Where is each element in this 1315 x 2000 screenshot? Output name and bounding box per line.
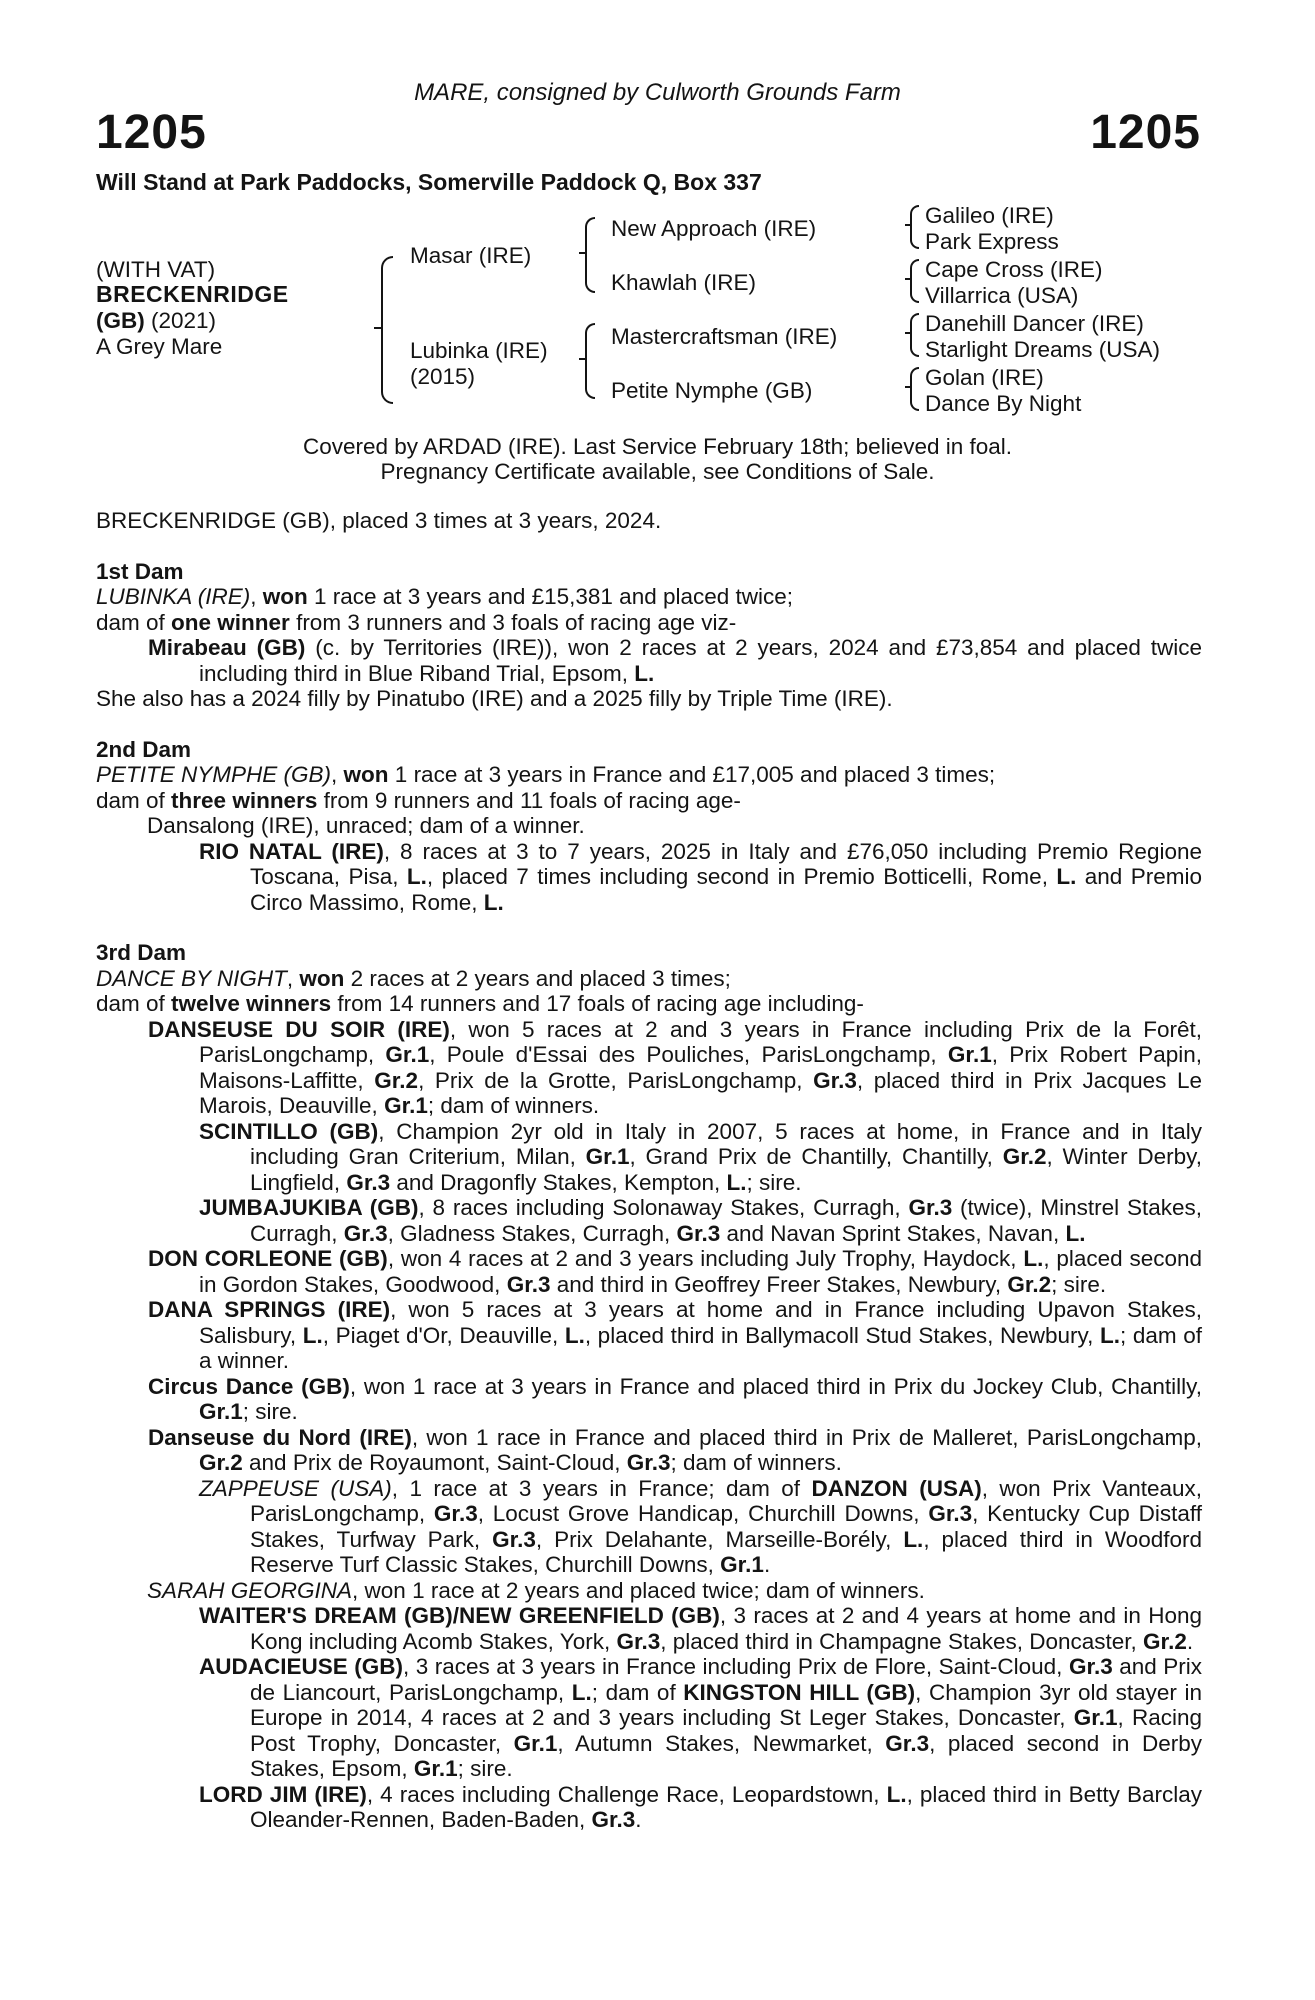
horse-name: BRECKENRIDGE bbox=[96, 281, 289, 307]
text-run: L. bbox=[726, 1169, 747, 1195]
text-run: Gr.3 bbox=[506, 1271, 551, 1297]
section-heading bbox=[96, 559, 1202, 585]
text-run: , Piaget d'Or, Deauville, bbox=[322, 1322, 565, 1348]
text-run: Gr.1 bbox=[384, 1093, 428, 1118]
text-run: , Locust Grove Handicap, Churchill Downs, bbox=[477, 1501, 929, 1526]
text-run: L. bbox=[564, 1322, 585, 1348]
catalogue-paragraph bbox=[96, 1297, 1202, 1374]
text-run: ; sire. bbox=[1051, 1271, 1107, 1297]
text-run: and Premio Circo Massimo, Rome, bbox=[250, 864, 1203, 915]
text-run: , Poule d'Essai des Pouliches, ParisLongchamp, bbox=[429, 1042, 948, 1067]
text-run: , won Prix Vanteaux, ParisLongchamp, bbox=[250, 1475, 1203, 1526]
text-run: , Grand Prix de Chantilly, Chantilly, bbox=[629, 1144, 1003, 1169]
text-run: WAITER'S DREAM (GB)/NEW GREENFIELD (GB) bbox=[199, 1603, 720, 1628]
text-run: from 9 runners and 11 foals of racing age- bbox=[317, 787, 741, 813]
section-gap bbox=[96, 712, 1202, 737]
catalogue-paragraph bbox=[96, 1195, 1202, 1246]
text-run: 1st Dam bbox=[96, 558, 184, 584]
lot-number-right: 1205 bbox=[1090, 106, 1201, 159]
text-run: , Prix de la Grotte, ParisLongchamp, bbox=[418, 1067, 814, 1093]
text-run: L. bbox=[302, 1322, 323, 1348]
text-run: 1 race at 3 years in France and £17,005 and placed 3 times; bbox=[388, 762, 996, 787]
pedigree-bracket-point bbox=[905, 386, 912, 388]
pedigree-dam-sire: Mastercraftsman (IRE) bbox=[611, 324, 838, 349]
catalogue-paragraph bbox=[96, 813, 1202, 839]
text-run: Gr.1 bbox=[413, 1756, 458, 1781]
text-run: , placed third in Prix Jacques Le Marois, Deauville, bbox=[199, 1067, 1202, 1118]
pedigree-g6: Starlight Dreams (USA) bbox=[925, 337, 1161, 362]
pedigree-bracket-g3 bbox=[910, 313, 919, 357]
text-run: Gr.3 bbox=[433, 1501, 478, 1526]
catalogue-paragraph bbox=[96, 1603, 1202, 1654]
covered-line: Covered by ARDAD (IRE). Last Service February 18th; believed in foal. bbox=[302, 434, 1013, 459]
text-run: DANA SPRINGS (IRE) bbox=[148, 1297, 391, 1322]
pedigree-bracket-point bbox=[579, 358, 586, 360]
pedigree-bracket-dam bbox=[585, 323, 595, 399]
text-run: RIO NATAL (IRE) bbox=[199, 838, 384, 864]
pregnancy-line: Pregnancy Certificate available, see Conditions of Sale. bbox=[380, 459, 935, 484]
pedigree-bracket-g4 bbox=[910, 367, 919, 411]
catalogue-paragraph bbox=[96, 1476, 1202, 1578]
catalogue-paragraph bbox=[96, 1017, 1202, 1119]
catalogue-paragraph bbox=[96, 762, 1202, 788]
text-run: , won 5 races at 2 and 3 years in France including Prix de la Forêt, ParisLongchamp, bbox=[199, 1016, 1202, 1067]
text-run: L. bbox=[886, 1781, 907, 1807]
pedigree-bracket-point bbox=[374, 327, 381, 329]
stabling-location: Will Stand at Park Paddocks, Somerville Paddock Q, Box 337 bbox=[96, 169, 762, 195]
text-run: JUMBAJUKIBA (GB) bbox=[199, 1195, 419, 1220]
text-run: L. bbox=[1065, 1220, 1086, 1246]
text-run: Gr.2 bbox=[1143, 1628, 1187, 1654]
text-run: LORD JIM (IRE) bbox=[199, 1781, 367, 1807]
text-run: won bbox=[262, 584, 308, 609]
text-run: , Champion 2yr old in Italy in 2007, 5 races at home, in France and in Italy including Gran Criterium, Milan, bbox=[250, 1118, 1202, 1169]
text-run: SARAH GEORGINA bbox=[147, 1577, 353, 1603]
text-run: L. bbox=[903, 1526, 924, 1552]
text-run: and Prix de Liancourt, ParisLongchamp, bbox=[250, 1654, 1202, 1705]
text-run: L. bbox=[483, 889, 504, 915]
consignor-line: MARE, consigned by Culworth Grounds Farm bbox=[414, 79, 901, 106]
pedigree-bracket-main bbox=[381, 256, 393, 404]
text-run: 2nd Dam bbox=[96, 736, 192, 762]
text-run: ; sire. bbox=[242, 1399, 298, 1424]
pedigree-sire: Masar (IRE) bbox=[410, 243, 532, 268]
pedigree-bracket-point bbox=[905, 278, 912, 280]
text-run: Gr.3 bbox=[616, 1628, 661, 1654]
pedigree-bracket-sire bbox=[585, 217, 595, 293]
text-run: won bbox=[343, 762, 389, 787]
catalogue-paragraph bbox=[96, 1782, 1202, 1833]
catalogue-paragraph bbox=[96, 966, 1202, 992]
section-heading bbox=[96, 940, 1202, 966]
text-run: and Navan Sprint Stakes, Navan, bbox=[720, 1220, 1066, 1246]
horse-country: (GB) bbox=[96, 308, 145, 333]
text-run: , won 5 races at 3 years at home and in France including Upavon Stakes, Salisbury, bbox=[199, 1297, 1202, 1348]
text-run: Gr.3 bbox=[626, 1450, 671, 1475]
text-run: She also has a 2024 filly by Pinatubo (IRE) and a 2025 filly by Triple Time (IRE). bbox=[96, 686, 893, 711]
text-run: Gr.1 bbox=[1073, 1705, 1118, 1730]
text-run: , Champion 3yr old stayer in Europe in 2014, 4 races at 2 and 3 years including St Leger Stakes, Doncaster, bbox=[250, 1679, 1202, 1730]
catalogue-paragraph bbox=[96, 1654, 1202, 1782]
text-run: Danseuse du Nord (IRE) bbox=[148, 1424, 412, 1450]
text-run: Gr.1 bbox=[585, 1144, 630, 1169]
text-run: , bbox=[250, 584, 263, 609]
text-run: L. bbox=[571, 1679, 592, 1705]
text-run: ; dam of winners. bbox=[670, 1450, 842, 1475]
catalogue-paragraph bbox=[96, 1246, 1202, 1297]
text-run: LUBINKA (IRE) bbox=[96, 584, 251, 609]
text-run: , 1 race at 3 years in France; dam of bbox=[391, 1475, 812, 1501]
pedigree-dam-year: (2015) bbox=[410, 364, 476, 389]
text-run: Gr.1 bbox=[720, 1552, 764, 1577]
text-run: Gr.3 bbox=[885, 1730, 930, 1756]
text-run: 1 race at 3 years and £15,381 and placed twice; bbox=[307, 584, 794, 609]
pedigree-sire-sire: New Approach (IRE) bbox=[611, 216, 817, 241]
text-run: ; sire. bbox=[746, 1169, 802, 1195]
catalogue-paragraph bbox=[96, 1374, 1202, 1425]
text-run: 2 races at 2 years and placed 3 times; bbox=[344, 965, 731, 991]
catalogue-paragraph bbox=[96, 1425, 1202, 1476]
catalogue-paragraph bbox=[96, 508, 1202, 534]
text-run: , bbox=[286, 965, 300, 991]
text-run: Gr.3 bbox=[346, 1169, 391, 1195]
pedigree-bracket-point bbox=[579, 252, 586, 254]
text-run: , placed third in Champagne Stakes, Doncaster, bbox=[660, 1628, 1144, 1654]
text-run: from 3 runners and 3 foals of racing age viz- bbox=[289, 609, 737, 635]
horse-year: (2021) bbox=[144, 308, 217, 333]
text-run: 3rd Dam bbox=[96, 940, 187, 965]
text-run: , placed third in Ballymacoll Stud Stakes, Newbury, bbox=[584, 1322, 1100, 1348]
text-run: , won 1 race at 3 years in France and placed third in Prix du Jockey Club, Chantilly, bbox=[349, 1373, 1202, 1399]
text-run: Gr.3 bbox=[591, 1807, 636, 1832]
pedigree-dam-dam: Petite Nymphe (GB) bbox=[611, 378, 813, 403]
text-run: , placed third in Betty Barclay Oleander-Rennen, Baden-Baden, bbox=[250, 1781, 1203, 1832]
text-run: , won 4 races at 2 and 3 years including July Trophy, Haydock, bbox=[387, 1246, 1024, 1271]
text-run: Gr.3 bbox=[928, 1501, 973, 1526]
vat-note: (WITH VAT) bbox=[96, 257, 216, 282]
pedigree-bracket-point bbox=[905, 332, 912, 334]
horse-country-year bbox=[96, 308, 216, 334]
text-run: , Autumn Stakes, Newmarket, bbox=[557, 1730, 886, 1756]
text-run: one winner bbox=[171, 609, 290, 635]
text-run: DON CORLEONE (GB) bbox=[148, 1246, 388, 1271]
text-run: , 3 races at 2 and 4 years at home and in Hong Kong including Acomb Stakes, York, bbox=[250, 1603, 1202, 1654]
text-run: , placed third in Woodford Reserve Turf Classic Stakes, Churchill Downs, bbox=[250, 1526, 1202, 1577]
text-run: Gr.1 bbox=[947, 1042, 992, 1067]
text-run: , Prix Robert Papin, Maisons-Laffitte, bbox=[199, 1042, 1202, 1093]
catalogue-paragraph bbox=[96, 788, 1202, 814]
text-run: and Dragonfly Stakes, Kempton, bbox=[390, 1169, 727, 1195]
text-run: . bbox=[763, 1552, 771, 1577]
text-run: (c. by Territories (IRE)), won 2 races at 2 years, 2024 and £73,854 and placed twice including third in Blue Riband Trial, Epsom, bbox=[199, 635, 1203, 686]
text-run: Circus Dance (GB) bbox=[148, 1373, 350, 1399]
section-heading bbox=[96, 737, 1202, 763]
text-run: L. bbox=[634, 660, 655, 686]
text-run: and Prix de Royaumont, Saint-Cloud, bbox=[242, 1450, 627, 1475]
text-run: Gr.3 bbox=[676, 1220, 721, 1246]
catalogue-paragraph bbox=[96, 686, 1202, 712]
section-gap bbox=[96, 915, 1202, 940]
text-run: DANCE BY NIGHT bbox=[96, 965, 287, 991]
text-run: twelve winners bbox=[171, 991, 332, 1016]
text-run: Gr.3 bbox=[1068, 1654, 1113, 1679]
text-run: and third in Geoffrey Freer Stakes, Newbury, bbox=[550, 1271, 1008, 1297]
text-run: BRECKENRIDGE (GB), placed 3 times at 3 years, 2024. bbox=[96, 508, 662, 533]
text-run: three winners bbox=[171, 787, 318, 813]
text-run: Gr.1 bbox=[385, 1042, 430, 1067]
text-run: , won 1 race at 2 years and placed twice; dam of winners. bbox=[352, 1577, 925, 1603]
text-run: Dansalong (IRE), unraced; dam of a winner. bbox=[147, 813, 585, 838]
text-run: dam of bbox=[96, 787, 172, 813]
text-run: Gr.3 bbox=[813, 1067, 857, 1093]
text-run: Gr.3 bbox=[343, 1220, 388, 1246]
text-run: dam of bbox=[96, 609, 172, 635]
catalogue-body bbox=[96, 508, 1202, 1833]
catalogue-paragraph bbox=[96, 610, 1202, 636]
text-run: Gr.3 bbox=[908, 1195, 953, 1220]
pedigree-bracket-g2 bbox=[910, 259, 919, 303]
text-run: L. bbox=[1056, 864, 1077, 889]
catalogue-paragraph bbox=[96, 1119, 1202, 1196]
text-run: , Racing Post Trophy, Doncaster, bbox=[250, 1705, 1202, 1756]
text-run: Mirabeau (GB) bbox=[148, 635, 306, 660]
pedigree-g4: Villarrica (USA) bbox=[925, 283, 1079, 308]
text-run: SCINTILLO (GB) bbox=[199, 1118, 379, 1144]
text-run: Gr.3 bbox=[492, 1526, 536, 1552]
section-gap bbox=[96, 534, 1202, 559]
text-run: PETITE NYMPHE (GB) bbox=[96, 762, 332, 787]
text-run: ; dam of bbox=[591, 1679, 684, 1705]
text-run: , placed 7 times including second in Premio Botticelli, Rome, bbox=[426, 864, 1057, 889]
text-run: AUDACIEUSE (GB) bbox=[199, 1654, 403, 1679]
pedigree-g3: Cape Cross (IRE) bbox=[925, 257, 1103, 282]
text-run: , Winter Derby, Lingfield, bbox=[250, 1144, 1202, 1195]
text-run: , 8 races including Solonaway Stakes, Curragh, bbox=[418, 1195, 909, 1220]
text-run: DANZON (USA) bbox=[811, 1475, 982, 1501]
catalogue-paragraph bbox=[96, 839, 1202, 916]
pedigree-g7: Golan (IRE) bbox=[925, 365, 1044, 390]
pedigree-dam: Lubinka (IRE) bbox=[410, 338, 548, 363]
text-run: Gr.1 bbox=[513, 1730, 558, 1756]
text-run: DANSEUSE DU SOIR (IRE) bbox=[148, 1016, 450, 1042]
text-run: , bbox=[331, 762, 344, 787]
pedigree-bracket-g1 bbox=[910, 205, 919, 249]
text-run: KINGSTON HILL (GB) bbox=[683, 1679, 916, 1705]
catalogue-paragraph bbox=[96, 1578, 1202, 1604]
pedigree-g8: Dance By Night bbox=[925, 391, 1082, 416]
text-run: , 4 races including Challenge Race, Leopardstown, bbox=[366, 1781, 887, 1807]
text-run: ; dam of a winner. bbox=[199, 1322, 1202, 1373]
text-run: , Gladness Stakes, Curragh, bbox=[387, 1220, 677, 1246]
text-run: , Prix Delahante, Marseille-Borély, bbox=[535, 1526, 904, 1552]
text-run: , 8 races at 3 to 7 years, 2025 in Italy and £76,050 including Premio Regione Toscana, Pisa, bbox=[250, 838, 1202, 889]
text-run: L. bbox=[1023, 1246, 1044, 1271]
text-run: L. bbox=[406, 864, 427, 889]
catalogue-paragraph bbox=[96, 635, 1202, 686]
text-run: , 3 races at 3 years in France including Prix de Flore, Saint-Cloud, bbox=[403, 1654, 1069, 1679]
text-run: , placed second in Derby Stakes, Epsom, bbox=[250, 1730, 1202, 1781]
catalogue-paragraph bbox=[96, 991, 1202, 1017]
pedigree-sire-dam: Khawlah (IRE) bbox=[611, 270, 757, 295]
text-run: Gr.2 bbox=[1002, 1144, 1047, 1169]
pedigree-g1: Galileo (IRE) bbox=[925, 203, 1054, 228]
text-run: (twice), Minstrel Stakes, Curragh, bbox=[250, 1195, 1202, 1246]
text-run: . bbox=[635, 1807, 642, 1832]
text-run: , Kentucky Cup Distaff Stakes, Turfway Park, bbox=[250, 1501, 1202, 1552]
text-run: from 14 runners and 17 foals of racing age including- bbox=[331, 991, 864, 1016]
text-run: Gr.2 bbox=[199, 1450, 243, 1475]
text-run: , placed second in Gordon Stakes, Goodwood, bbox=[199, 1246, 1202, 1297]
text-run: , won 1 race in France and placed third in Prix de Malleret, ParisLongchamp, bbox=[411, 1424, 1203, 1450]
text-run: Gr.2 bbox=[1007, 1271, 1052, 1297]
text-run: ZAPPEUSE (USA) bbox=[199, 1475, 392, 1501]
horse-description: A Grey Mare bbox=[96, 334, 223, 359]
text-run: Gr.1 bbox=[199, 1399, 243, 1424]
text-run: ; sire. bbox=[457, 1756, 513, 1781]
pedigree-g2: Park Express bbox=[925, 229, 1059, 254]
text-run: Gr.2 bbox=[374, 1067, 419, 1093]
text-run: dam of bbox=[96, 991, 172, 1016]
text-run: won bbox=[299, 965, 345, 991]
lot-number-left: 1205 bbox=[96, 106, 207, 159]
pedigree-bracket-point bbox=[905, 224, 912, 226]
text-run: ; dam of winners. bbox=[427, 1093, 600, 1118]
pedigree-g5: Danehill Dancer (IRE) bbox=[925, 311, 1144, 336]
text-run: L. bbox=[1099, 1322, 1120, 1348]
catalogue-paragraph bbox=[96, 584, 1202, 610]
text-run: . bbox=[1186, 1628, 1194, 1654]
